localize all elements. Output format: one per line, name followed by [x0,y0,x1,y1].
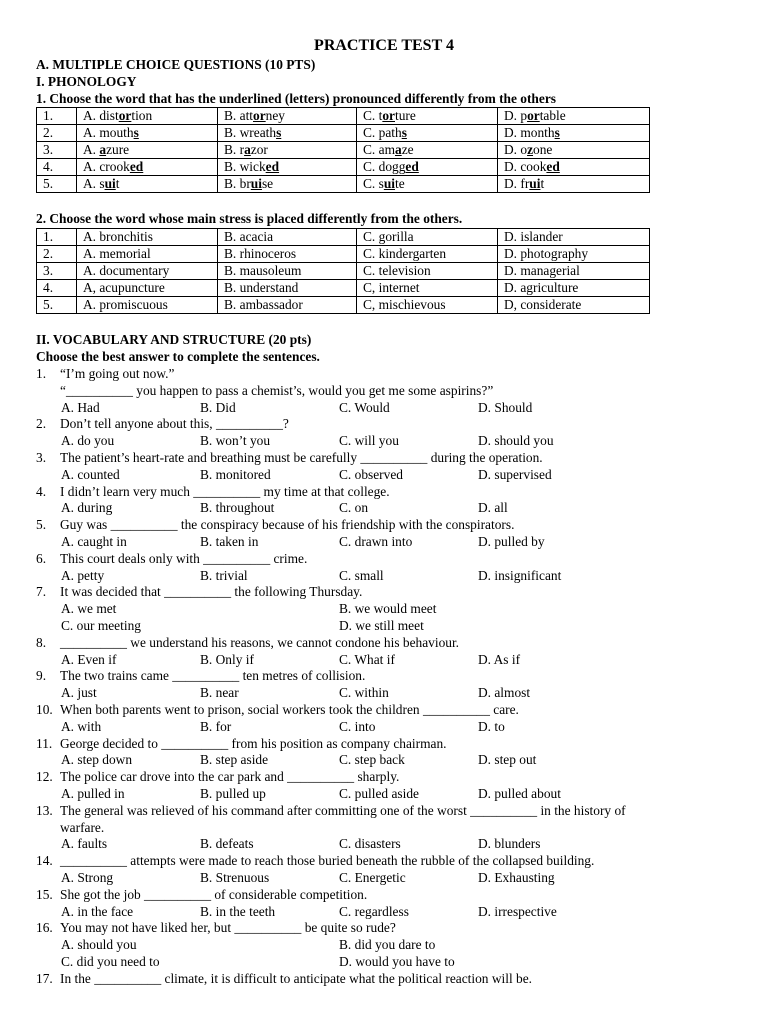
answer-option: D. Exhausting [478,870,555,885]
option-text-start: A. s [83,176,105,191]
row-number: 1. [37,108,77,125]
answer-option: B. throughout [200,500,275,516]
answer-option: B. we would meet [339,601,437,617]
phonology-row [37,125,650,142]
question-line [36,551,307,568]
answer-option [218,108,357,125]
answer-option: B. won’t you [200,433,271,449]
answer-option: C. gorilla [357,229,498,246]
question-text: George decided to __________ from his position as company chairman. [60,735,447,751]
answer-option: C. What if [339,651,395,667]
option-text-start: B. wick [224,159,266,174]
answer-option: A. faults [61,836,108,852]
underlined-letters: ui [383,176,396,191]
question-line [36,383,493,400]
option-text-start: A. [83,142,100,157]
option-text-start: D. p [504,108,528,123]
underlined-letters: a [99,142,107,157]
option-text-start: A. crook [83,159,130,174]
question-line [36,853,594,870]
answer-option: B. near [200,685,239,701]
row-number: 1. [37,229,77,246]
question-number: 2. [36,416,47,432]
question-line [36,416,289,433]
question-line [36,820,104,837]
answer-option: A. petty [61,567,105,583]
option-text-start: A. dist [83,108,119,123]
answer-option: B. Strenuous [200,870,270,885]
answer-option: D. islander [498,229,650,246]
answer-option [498,142,650,159]
question-text: Guy was __________ the conspiracy because of his friendship with the conspirators. [60,517,515,533]
question-text: This court deals only with __________ crime. [60,550,308,566]
question-number: 4. [36,483,47,499]
answer-option [357,108,498,125]
row-number: 2. [37,246,77,263]
underlined-letters: or [527,108,540,123]
answer-option: B. monitored [200,466,271,482]
stress-row [37,280,650,297]
question-line [36,736,447,753]
answer-option [357,142,498,159]
answer-option: A. in the face [61,903,134,919]
answer-option: B. ambassador [218,297,357,314]
vocabulary-heading: II. VOCABULARY AND STRUCTURE (20 pts) [36,332,312,347]
option-text-end: tion [131,108,153,123]
answer-option: A. Even if [61,651,117,667]
stress-table [36,228,650,314]
option-text-end: zor [250,142,268,157]
underlined-letters: s [276,125,282,140]
underlined-letters: ui [250,176,262,191]
question-text: The patient’s heart-rate and breathing must be carefully __________ during the operation. [60,450,543,465]
underlined-letters: z [527,142,534,157]
answer-option: C. our meeting [61,618,141,633]
answer-option: A. bronchitis [77,229,218,246]
question-number: 15. [36,886,53,902]
question-text: __________ attempts were made to reach those buried beneath the rubble of the collapsed building. [60,853,595,869]
question-text: The two trains came __________ ten metres of collision. [60,668,366,684]
answer-option [498,176,650,193]
answer-option: D. all [478,500,508,516]
row-number: 3. [37,142,77,159]
answer-option: D. photography [498,246,650,263]
answer-option: D. should you [478,433,554,449]
option-text-end: t [540,176,545,191]
page-title: PRACTICE TEST 4 [314,37,454,54]
answer-option: A. should you [61,937,137,953]
answer-option: D. step out [478,752,537,768]
question-line [36,769,399,786]
answer-option: B. step aside [200,752,269,768]
answer-option: B. Did [200,399,236,415]
question-text: It was decided that __________ the following Thursday. [60,584,363,600]
answer-option: D. supervised [478,466,552,482]
answer-option [218,142,357,159]
answer-option [218,176,357,193]
option-text-end: table [539,108,566,123]
underlined-letters: or [382,108,395,123]
question-2-heading: 2. Choose the word whose main stress is placed differently from the others. [36,211,463,226]
question-line [36,702,519,719]
question-text: The general was relieved of his command after committing one of the worst __________ in the history of [60,802,626,818]
option-text-end: ture [395,108,416,123]
answer-option: A. we met [61,601,117,617]
option-text-start: D. month [504,125,555,140]
question-line [36,668,365,685]
answer-option: B. defeats [200,836,254,852]
question-line [36,971,532,988]
option-text-start: C. am [363,142,395,157]
answer-option: C. disasters [339,836,401,852]
answer-option: D. we still meet [339,618,424,633]
question-number: 11. [36,735,53,751]
question-text: __________ we understand his reasons, we cannot condone his behaviour. [60,634,460,650]
answer-option: D. blunders [478,836,541,852]
answer-option: C. Energetic [339,870,406,885]
question-1-heading: 1. Choose the word that has the underlined (letters) pronounced differently from the others [36,91,556,106]
answer-option: A. Had [61,399,100,415]
answer-option: A. with [61,718,102,734]
option-text-end: se [261,176,274,191]
option-text-start: A. mouth [83,125,134,140]
option-text-end: one [533,142,553,157]
question-text: She got the job __________ of considerable competition. [60,886,368,902]
answer-option: D. agriculture [498,280,650,297]
option-text-start: D. o [504,142,528,157]
answer-option: C. television [357,263,498,280]
question-line [36,584,362,601]
option-text-start: D. fr [504,176,530,191]
answer-option: B. Only if [200,651,254,667]
option-text-end: ze [401,142,414,157]
answer-option: B. understand [218,280,357,297]
answer-option: C. observed [339,466,403,482]
question-number: 9. [36,668,47,684]
stress-row [37,263,650,280]
answer-option: D. pulled by [478,534,545,549]
answer-option: C. within [339,685,389,701]
option-text-end: t [115,176,120,191]
question-number: 1. [36,366,47,381]
answer-option: A. Strong [61,870,114,885]
phonology-row [37,159,650,176]
answer-option: D. pulled about [478,786,561,801]
answer-option: B. acacia [218,229,357,246]
question-line [36,920,396,937]
question-line [36,366,174,383]
answer-option [218,125,357,142]
answer-option: A. pulled in [61,786,125,801]
question-line [36,517,514,534]
answer-option: B. taken in [200,534,259,549]
answer-option: C. small [339,567,384,583]
question-line [36,887,367,904]
question-text: You may not have liked her, but __________ be quite so rude? [60,920,396,936]
question-number: 16. [36,920,53,936]
answer-option: C. pulled aside [339,786,419,801]
question-number: 14. [36,853,53,869]
phonology-table [36,107,650,193]
question-text: “I’m going out now.” [60,366,175,381]
answer-option [77,108,218,125]
question-number: 17. [36,970,53,986]
question-line [36,803,731,820]
answer-option: B. pulled up [200,786,266,801]
answer-option [357,125,498,142]
answer-option: C. into [339,718,376,734]
section-a-heading: A. MULTIPLE CHOICE QUESTIONS (10 PTS) [36,57,316,72]
question-line [36,635,459,652]
underlined-letters: s [133,125,139,140]
answer-option: D. almost [478,685,531,701]
answer-option: D, considerate [498,297,650,314]
answer-option: D. As if [478,651,521,667]
question-number: 10. [36,702,53,717]
question-text: The police car drove into the car park and __________ sharply. [60,769,400,785]
underlined-letters: a [244,142,251,157]
answer-option: C. step back [339,752,405,768]
row-number: 4. [37,280,77,297]
answer-option: C. kindergarten [357,246,498,263]
question-number: 5. [36,517,47,533]
answer-option: A. caught in [61,534,127,549]
question-number: 8. [36,634,47,650]
answer-option [77,176,218,193]
option-text-start: C. t [363,108,383,123]
answer-option: C. regardless [339,903,409,919]
answer-option: D. would you have to [339,954,455,969]
answer-option: B. did you dare to [339,937,436,953]
question-line [36,450,543,467]
question-text: When both parents went to prison, social workers took the children __________ care. [60,702,519,717]
answer-option [498,159,650,176]
underlined-letters: or [253,108,266,123]
option-text-start: C. s [363,176,384,191]
answer-option: C, mischievous [357,297,498,314]
answer-option [357,176,498,193]
phonology-row [37,108,650,125]
underlined-letters: ed [129,159,144,174]
underlined-letters: s [401,125,407,140]
answer-option: D. Should [478,399,533,415]
option-text-start: B. br [224,176,251,191]
row-number: 2. [37,125,77,142]
phonology-heading: I. PHONOLOGY [36,74,137,89]
row-number: 3. [37,263,77,280]
answer-option [77,142,218,159]
question-number: 12. [36,769,53,785]
vocabulary-instruction: Choose the best answer to complete the sentences. [36,349,320,364]
underlined-letters: ed [405,159,419,174]
answer-option: B. in the teeth [200,903,276,919]
option-text-start: D. cook [504,159,547,174]
answer-option [77,159,218,176]
underlined-letters: ed [265,159,280,174]
option-text-start: B. r [224,142,245,157]
row-number: 5. [37,176,77,193]
answer-option: A. just [61,685,97,701]
answer-option: A, acupuncture [77,280,218,297]
option-text-end: te [395,176,405,191]
question-line [36,484,390,501]
question-text: “__________ you happen to pass a chemist’s, would you get me some aspirins?” [60,382,494,398]
answer-option: B. mausoleum [218,263,357,280]
stress-row [37,297,650,314]
answer-option [357,159,498,176]
row-number: 4. [37,159,77,176]
answer-option [498,125,650,142]
row-number: 5. [37,297,77,314]
answer-option: D. irrespective [478,903,557,919]
question-text: In the __________ climate, it is difficult to anticipate what the political reaction will be. [60,970,533,986]
answer-option [77,125,218,142]
option-text-start: B. wreath [224,125,277,140]
stress-row [37,229,650,246]
answer-option: C. drawn into [339,534,413,549]
option-text-start: C. path [363,125,402,140]
answer-option: D. insignificant [478,567,562,583]
question-text: warfare. [60,819,105,835]
answer-option: C. on [339,500,369,516]
question-number: 13. [36,802,53,818]
answer-option: A. promiscuous [77,297,218,314]
answer-option: D. managerial [498,263,650,280]
phonology-row [37,142,650,159]
phonology-row [37,176,650,193]
answer-option: C, internet [357,280,498,297]
option-text-end: zure [106,142,130,157]
answer-option: A. during [61,500,113,516]
question-number: 6. [36,550,47,566]
answer-option: C. did you need to [61,954,160,969]
underlined-letters: a [395,142,402,157]
underlined-letters: or [118,108,132,123]
answer-option: C. Would [339,399,390,415]
stress-row [37,246,650,263]
answer-option: A. documentary [77,263,218,280]
answer-option: A. counted [61,466,120,482]
answer-option [498,108,650,125]
option-text-end: ney [265,108,285,123]
underlined-letters: ui [104,176,116,191]
answer-option: B. trivial [200,567,248,583]
option-text-start: C. dogg [363,159,406,174]
answer-option: B. rhinoceros [218,246,357,263]
answer-option: A. step down [61,752,133,768]
question-text: Don’t tell anyone about this, __________? [60,416,289,432]
underlined-letters: ui [529,176,541,191]
answer-option: A. memorial [77,246,218,263]
option-text-start: B. att [224,108,254,123]
question-text: I didn’t learn very much __________ my time at that college. [60,483,390,499]
answer-option: B. for [200,718,232,734]
question-number: 7. [36,584,47,600]
answer-option: D. to [478,718,505,734]
answer-option: C. will you [339,433,399,449]
answer-option [218,159,357,176]
underlined-letters: ed [546,159,560,174]
question-number: 3. [36,450,47,465]
answer-option: A. do you [61,433,115,449]
underlined-letters: s [554,125,560,140]
